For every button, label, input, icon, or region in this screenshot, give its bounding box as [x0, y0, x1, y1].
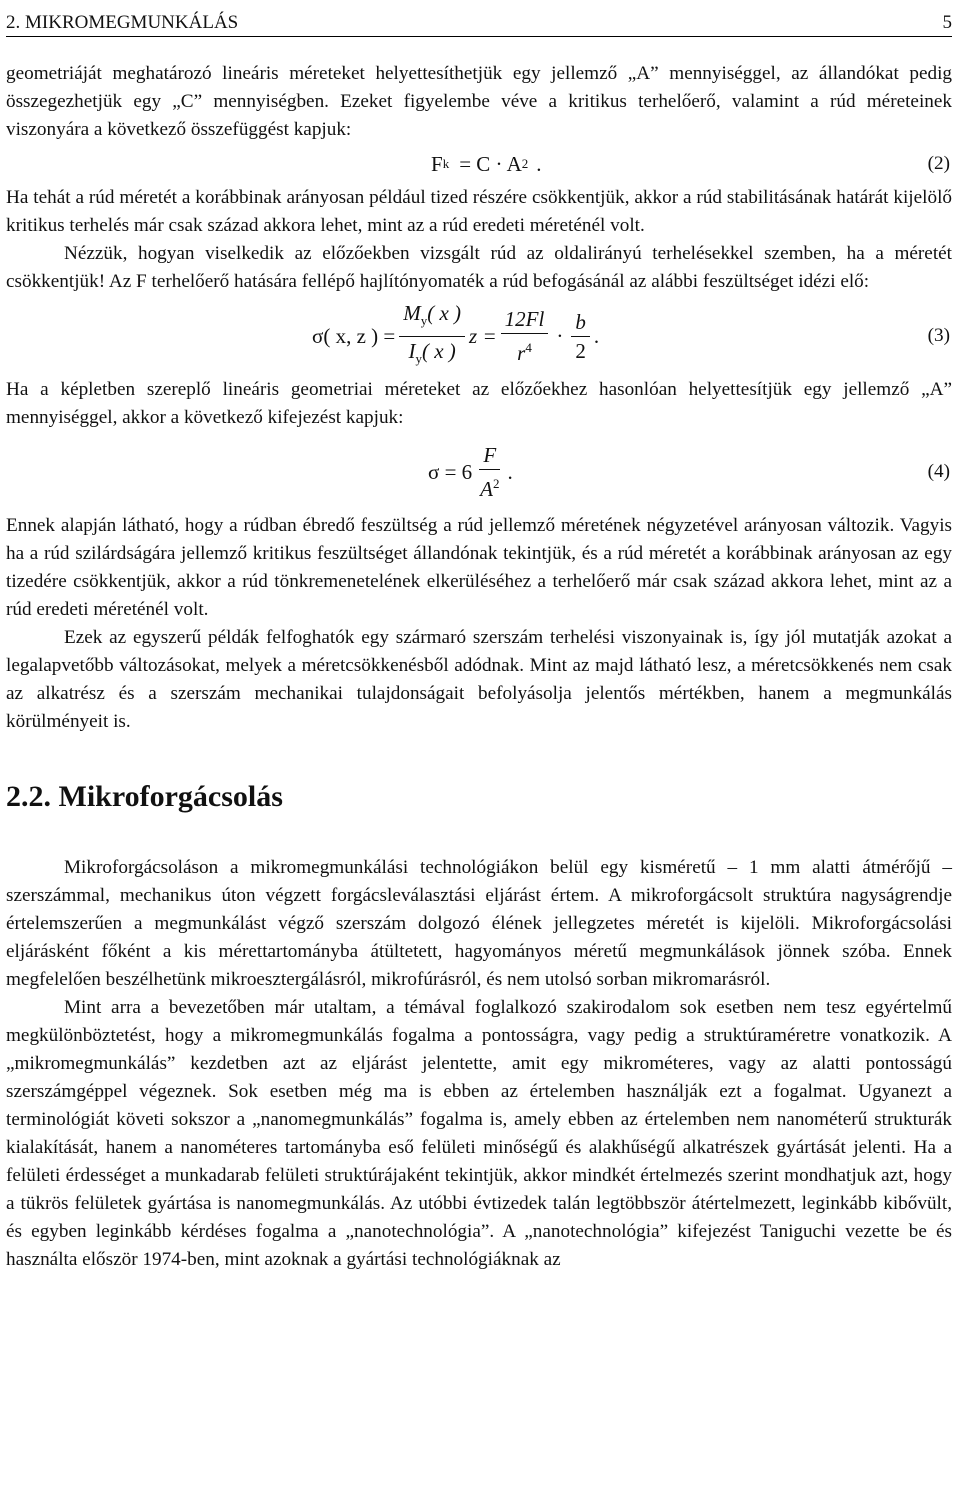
eq2-rhs: = C · A — [459, 151, 522, 176]
equation-number: (3) — [927, 325, 950, 346]
eq2-lhs: F — [431, 151, 443, 176]
eq3-den1-sub: y — [415, 350, 422, 366]
equation-4 — [6, 432, 952, 512]
eq4-den: A — [480, 477, 493, 501]
page-number: 5 — [942, 12, 952, 33]
eq3-lhs: σ( x, z ) = — [312, 323, 396, 348]
eq3-mid: z = — [469, 323, 497, 348]
eq2-rhs-sup: 2 — [521, 156, 529, 171]
equation-3 — [6, 296, 952, 376]
eq3-den2-sup: 4 — [525, 340, 532, 355]
equation-3-expression: σ( x, z ) = $\frac{M_y( x )}{I_y( x )}$ z = $\frac{12Fl}{r^4}$ · $\frac{b}{2}$ . — [312, 299, 599, 372]
eq4-tail: . — [507, 459, 513, 484]
paragraph: Ennek alapján látható, hogy a rúdban ébredő feszültség a rúd jellemző méretének négyzetével arányosan változik. Vagyis ha a rúd szilárdságára jellemző kritikus feszültséget állandónak tekintjük, és a rúd méretét a korábbinak arányosan az egy tizedére csökkentjük, akkor a rúd tönkremenetelének elkerüléséhez a terhelőerő már csak század akkora lehet, mint az a rúd eredeti méreténél volt. — [6, 515, 952, 620]
page-header — [6, 4, 952, 37]
eq3-den3: 2 — [575, 338, 586, 363]
eq3-den2: r — [517, 341, 526, 365]
eq3-num1-tail: ( x ) — [427, 301, 462, 326]
eq3-den1: I — [408, 338, 416, 363]
eq3-fraction-1 — [399, 299, 465, 372]
eq3-num3: b — [575, 309, 586, 334]
paragraph: Nézzük, hogyan viselkedik az előzőekben vizsgált rúd az oldalirányú terhelésekkel szemben, ha a méretét csökkentjük! Az F terhelőerő hatására fellépő hajlítónyomaték a rúd befogásánál az alábbi feszültséget idézi elő: — [6, 243, 952, 292]
paragraph: Mikroforgácsoláson a mikromegmunkálási technológiákon belül egy kisméretű – 1 mm alatti átmérőjű – szerszámmal, mechanikus úton végzett forgácsleválasztási eljárást értem. A mikroforgácsolt struktúra nagyságrendje értelemszerűen a megmunkálást végző szerszám dolgozó élének jellegzetes méretét is kijelöli. Mikroforgácsolási eljárásként főként a kis mérettartományba átültetett, hagyományos méretű megmunkálások jönnek szóba. Ennek megfelelően beszélhetünk mikroesztergálásról, mikrofúrásról, és nem utolsó sorban mikromarásról. — [6, 857, 952, 990]
page-content — [6, 60, 952, 1274]
paragraph: geometriáját meghatározó lineáris méreteket helyettesíthetjük egy jellemző „A” mennyiséggel, az állandókat pedig összegezhetjük egy „C” mennyiségben. Ezeket figyelembe véve a kritikus terhelőerő, valamint a rúd méreteinek viszonyára a következő összefüggést kapjuk: — [6, 63, 952, 140]
paragraph: Ha a képletben szereplő lineáris geometriai méreteket az előzőekhez hasonlóan helyettesítjük egy jellemző „A” mennyiséggel, akkor a következő kifejezést kapjuk: — [6, 379, 952, 428]
equation-2-expression — [431, 152, 542, 177]
equation-number: (2) — [927, 153, 950, 174]
eq4-lhs: σ = 6 — [428, 459, 473, 484]
equation-number: (4) — [927, 461, 950, 482]
eq3-num1-sub: y — [420, 313, 428, 329]
section-heading: 2.2. Mikroforgácsolás — [6, 780, 283, 813]
eq3-fraction-3 — [571, 308, 590, 365]
eq4-num: F — [483, 443, 497, 467]
paragraph: Ezek az egyszerű példák felfoghatók egy szármaró szerszám terhelési viszonyainak is, így jól mutatják azokat a legalapvetőbb változásokat, melyek a méretcsökkenésből adódnak. Mint az majd látható lesz, a méretcsökkenés nem csak az alkatrész és a szerszám mechanikai tulajdonságait befolyásolja jelentős mértékben, hanem a megmunkálás körülményeit is. — [6, 627, 952, 732]
equation-4-expression — [428, 441, 513, 503]
eq3-num2: 12Fl — [504, 307, 545, 331]
eq4-den-sup: 2 — [493, 476, 500, 491]
paragraph: Mint arra a bevezetőben már utaltam, a témával foglalkozó szakirodalom sok esetben nem tesz egyértelmű megkülönböztetést, hogy a mikromegmunkálás fogalma a pontosságra, vagy pedig a struktúraméretre vonatkozik. A „mikromegmunkálás” kezdetben azt az eljárást jelentette, amit egy mikrométeres, vagy az alatti pontosságú szerszámgéppel végeznek. Sok esetben még ma is ebben az értelemben használják ezt a fogalmat. Ugyanezt a terminológiát követi sokszor a „nanomegmunkálás” fogalma is, amely ebben az értelemben nem nanométerű strukturák kialakítását, hanem a nanométeres tartományba eső felületi minőségű és alakhűségű alkatrészek gyártását jelenti. Ha a felületi érdességet a munkadarab felületi struktúrájaként tekintjük, akkor mindkét értelmezés szerint mondhatjuk azt, hogy a tükrös felületek gyártása is nanomegmunkálás. Az utóbbi évtizedek talán legtöbbször átértelmezett, leginkább kibővült, és egyben leginkább kérdéses fogalma a „nanotechnológia”. A „nanotechnológia” kifejezést Taniguchi vezette be és használta először 1974-ben, mint azoknak a gyártási technológiáknak az — [6, 997, 952, 1270]
eq3-tail: . — [593, 323, 600, 348]
eq4-fraction — [476, 441, 503, 503]
eq2-lhs-sub: k — [442, 156, 450, 171]
paragraph: Ha tehát a rúd méretét a korábbinak arányosan például tized részére csökkentjük, akkor a rúd stabilitásának határát kijelölő kritikus terhelés már csak század akkora lehet, mint az a rúd eredeti méreténél volt. — [6, 187, 952, 236]
chapter-title: 2. MIKROMEGMUNKÁLÁS — [6, 12, 239, 33]
eq3-num1: M — [403, 301, 421, 326]
eq3-den1-tail: ( x ) — [421, 338, 456, 363]
equation-2 — [6, 144, 952, 184]
eq2-tail: . — [536, 151, 542, 176]
eq3-fraction-2 — [501, 305, 549, 367]
